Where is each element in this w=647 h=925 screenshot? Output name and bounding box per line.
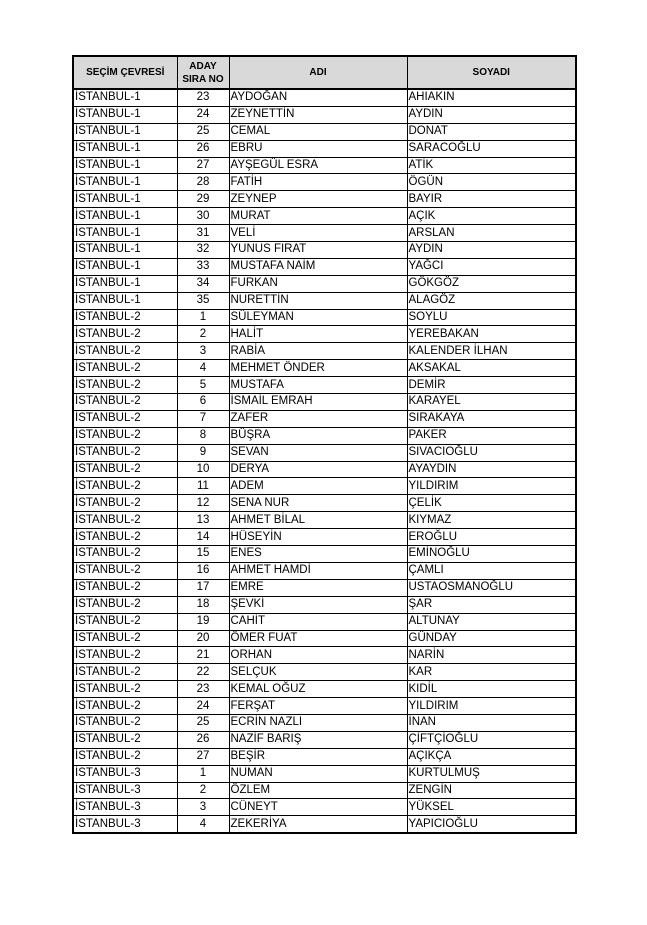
table-row <box>73 343 576 360</box>
cell-district: İSTANBUL-2 <box>73 326 177 343</box>
cell-first-name: CAHİT <box>229 613 407 630</box>
table-row <box>73 292 576 309</box>
table-row <box>73 444 576 461</box>
cell-last-name: KURTULMUŞ <box>407 765 576 782</box>
table-row <box>73 529 576 546</box>
cell-last-name: KIDİL <box>407 681 576 698</box>
cell-last-name: AYDIN <box>407 106 576 123</box>
cell-last-name: AKSAKAL <box>407 360 576 377</box>
cell-first-name: İSMAİL EMRAH <box>229 394 407 411</box>
cell-order: 7 <box>177 410 229 427</box>
cell-order: 1 <box>177 309 229 326</box>
cell-first-name: EBRU <box>229 140 407 157</box>
table-row <box>73 89 576 106</box>
cell-order: 5 <box>177 377 229 394</box>
cell-order: 32 <box>177 242 229 259</box>
cell-last-name: ZENGİN <box>407 782 576 799</box>
cell-last-name: EROĞLU <box>407 529 576 546</box>
cell-district: İSTANBUL-2 <box>73 579 177 596</box>
cell-order: 27 <box>177 748 229 765</box>
cell-district: İSTANBUL-2 <box>73 343 177 360</box>
cell-first-name: ZEYNEP <box>229 191 407 208</box>
table-body <box>73 89 576 833</box>
cell-last-name: KARAYEL <box>407 394 576 411</box>
cell-district: İSTANBUL-2 <box>73 681 177 698</box>
cell-first-name: CÜNEYT <box>229 799 407 816</box>
candidate-table <box>72 55 577 834</box>
table-row <box>73 647 576 664</box>
table-row <box>73 123 576 140</box>
cell-district: İSTANBUL-2 <box>73 630 177 647</box>
cell-order: 9 <box>177 444 229 461</box>
table-header <box>73 56 576 89</box>
cell-order: 8 <box>177 427 229 444</box>
cell-order: 13 <box>177 512 229 529</box>
table-row <box>73 664 576 681</box>
table-row <box>73 799 576 816</box>
cell-first-name: DERYA <box>229 461 407 478</box>
cell-district: İSTANBUL-1 <box>73 208 177 225</box>
cell-last-name: AÇIK <box>407 208 576 225</box>
cell-first-name: HALİT <box>229 326 407 343</box>
table-row <box>73 765 576 782</box>
cell-first-name: RABİA <box>229 343 407 360</box>
table-row <box>73 816 576 833</box>
cell-last-name: İNAN <box>407 714 576 731</box>
cell-last-name: GÖKGÖZ <box>407 275 576 292</box>
cell-last-name: BAYIR <box>407 191 576 208</box>
table-row <box>73 731 576 748</box>
cell-last-name: ATİK <box>407 157 576 174</box>
cell-first-name: AYŞEGÜL ESRA <box>229 157 407 174</box>
cell-first-name: SENA NUR <box>229 495 407 512</box>
cell-first-name: FURKAN <box>229 275 407 292</box>
cell-district: İSTANBUL-2 <box>73 731 177 748</box>
cell-order: 16 <box>177 562 229 579</box>
cell-order: 25 <box>177 714 229 731</box>
cell-order: 34 <box>177 275 229 292</box>
cell-district: İSTANBUL-1 <box>73 258 177 275</box>
cell-order: 28 <box>177 174 229 191</box>
cell-first-name: NUMAN <box>229 765 407 782</box>
cell-order: 19 <box>177 613 229 630</box>
header-order <box>177 56 229 89</box>
cell-district: İSTANBUL-2 <box>73 748 177 765</box>
header-last-name: SOYADI <box>407 56 576 89</box>
table-row <box>73 208 576 225</box>
cell-district: İSTANBUL-3 <box>73 799 177 816</box>
table-row <box>73 630 576 647</box>
cell-first-name: MUSTAFA NAİM <box>229 258 407 275</box>
cell-last-name: SARACOĞLU <box>407 140 576 157</box>
cell-last-name: DONAT <box>407 123 576 140</box>
table-row <box>73 495 576 512</box>
cell-first-name: VELİ <box>229 225 407 242</box>
table-row <box>73 562 576 579</box>
cell-first-name: ADEM <box>229 478 407 495</box>
table-row <box>73 427 576 444</box>
cell-district: İSTANBUL-2 <box>73 394 177 411</box>
cell-order: 2 <box>177 782 229 799</box>
cell-last-name: KALENDER İLHAN <box>407 343 576 360</box>
cell-district: İSTANBUL-1 <box>73 174 177 191</box>
cell-first-name: KEMAL OĞUZ <box>229 681 407 698</box>
cell-order: 2 <box>177 326 229 343</box>
cell-district: İSTANBUL-2 <box>73 410 177 427</box>
table-row <box>73 191 576 208</box>
cell-district: İSTANBUL-2 <box>73 596 177 613</box>
cell-order: 15 <box>177 546 229 563</box>
cell-first-name: NAZİF BARIŞ <box>229 731 407 748</box>
cell-order: 23 <box>177 89 229 106</box>
cell-district: İSTANBUL-1 <box>73 225 177 242</box>
cell-last-name: GÜNDAY <box>407 630 576 647</box>
cell-order: 30 <box>177 208 229 225</box>
cell-district: İSTANBUL-2 <box>73 546 177 563</box>
cell-order: 20 <box>177 630 229 647</box>
cell-district: İSTANBUL-1 <box>73 191 177 208</box>
cell-district: İSTANBUL-2 <box>73 562 177 579</box>
cell-district: İSTANBUL-2 <box>73 427 177 444</box>
cell-last-name: NARİN <box>407 647 576 664</box>
cell-last-name: YEREBAKAN <box>407 326 576 343</box>
cell-last-name: KIYMAZ <box>407 512 576 529</box>
table-row <box>73 106 576 123</box>
table-row <box>73 326 576 343</box>
cell-first-name: ŞEVKİ <box>229 596 407 613</box>
cell-order: 31 <box>177 225 229 242</box>
cell-order: 17 <box>177 579 229 596</box>
cell-order: 35 <box>177 292 229 309</box>
table-row <box>73 579 576 596</box>
cell-district: İSTANBUL-1 <box>73 89 177 106</box>
cell-order: 25 <box>177 123 229 140</box>
header-order-line2: SIRA NO <box>182 73 224 85</box>
cell-last-name: ÇELİK <box>407 495 576 512</box>
cell-district: İSTANBUL-3 <box>73 816 177 833</box>
cell-last-name: ALTUNAY <box>407 613 576 630</box>
table-row <box>73 309 576 326</box>
cell-order: 3 <box>177 343 229 360</box>
cell-order: 33 <box>177 258 229 275</box>
cell-order: 4 <box>177 360 229 377</box>
cell-order: 4 <box>177 816 229 833</box>
cell-district: İSTANBUL-1 <box>73 242 177 259</box>
cell-first-name: FERŞAT <box>229 698 407 715</box>
cell-last-name: YILDIRIM <box>407 698 576 715</box>
cell-first-name: AHMET BİLAL <box>229 512 407 529</box>
cell-order: 14 <box>177 529 229 546</box>
cell-district: İSTANBUL-2 <box>73 495 177 512</box>
cell-first-name: EMRE <box>229 579 407 596</box>
table-row <box>73 157 576 174</box>
cell-first-name: MURAT <box>229 208 407 225</box>
cell-first-name: ENES <box>229 546 407 563</box>
cell-first-name: MUSTAFA <box>229 377 407 394</box>
cell-last-name: AYDIN <box>407 242 576 259</box>
cell-first-name: ORHAN <box>229 647 407 664</box>
cell-order: 29 <box>177 191 229 208</box>
cell-order: 3 <box>177 799 229 816</box>
cell-order: 26 <box>177 140 229 157</box>
cell-district: İSTANBUL-3 <box>73 765 177 782</box>
cell-district: İSTANBUL-1 <box>73 106 177 123</box>
table-row <box>73 546 576 563</box>
cell-first-name: AHMET HAMDİ <box>229 562 407 579</box>
cell-first-name: ZAFER <box>229 410 407 427</box>
table-row <box>73 242 576 259</box>
header-order-line1: ADAY <box>189 60 217 72</box>
cell-last-name: ARSLAN <box>407 225 576 242</box>
cell-last-name: YAPICIOĞLU <box>407 816 576 833</box>
table-row <box>73 360 576 377</box>
cell-district: İSTANBUL-2 <box>73 377 177 394</box>
cell-first-name: ÖMER FUAT <box>229 630 407 647</box>
cell-first-name: ZEKERİYA <box>229 816 407 833</box>
cell-order: 24 <box>177 698 229 715</box>
table-row <box>73 258 576 275</box>
cell-order: 10 <box>177 461 229 478</box>
table-row <box>73 377 576 394</box>
cell-first-name: BEŞİR <box>229 748 407 765</box>
table-row <box>73 174 576 191</box>
cell-last-name: ÇAMLI <box>407 562 576 579</box>
table-row <box>73 410 576 427</box>
cell-district: İSTANBUL-1 <box>73 275 177 292</box>
cell-district: İSTANBUL-1 <box>73 292 177 309</box>
table-row <box>73 748 576 765</box>
cell-district: İSTANBUL-2 <box>73 461 177 478</box>
cell-order: 11 <box>177 478 229 495</box>
cell-last-name: AÇIKÇA <box>407 748 576 765</box>
table-row <box>73 681 576 698</box>
cell-first-name: NURETTİN <box>229 292 407 309</box>
cell-order: 12 <box>177 495 229 512</box>
cell-order: 21 <box>177 647 229 664</box>
cell-last-name: SIVACIOĞLU <box>407 444 576 461</box>
cell-first-name: YUNUS FIRAT <box>229 242 407 259</box>
cell-last-name: AHIAKIN <box>407 89 576 106</box>
cell-first-name: ECRİN NAZLI <box>229 714 407 731</box>
cell-last-name: YILDIRIM <box>407 478 576 495</box>
cell-district: İSTANBUL-2 <box>73 698 177 715</box>
cell-order: 26 <box>177 731 229 748</box>
cell-order: 18 <box>177 596 229 613</box>
cell-first-name: AYDOĞAN <box>229 89 407 106</box>
table-row <box>73 613 576 630</box>
cell-district: İSTANBUL-2 <box>73 647 177 664</box>
table-row <box>73 714 576 731</box>
cell-order: 24 <box>177 106 229 123</box>
cell-district: İSTANBUL-2 <box>73 529 177 546</box>
cell-order: 23 <box>177 681 229 698</box>
cell-last-name: AYAYDIN <box>407 461 576 478</box>
header-first-name: ADI <box>229 56 407 89</box>
cell-district: İSTANBUL-2 <box>73 360 177 377</box>
cell-last-name: YÜKSEL <box>407 799 576 816</box>
cell-order: 6 <box>177 394 229 411</box>
cell-district: İSTANBUL-1 <box>73 123 177 140</box>
cell-first-name: SELÇUK <box>229 664 407 681</box>
cell-last-name: EMİNOĞLU <box>407 546 576 563</box>
cell-order: 22 <box>177 664 229 681</box>
cell-last-name: USTAOSMANOĞLU <box>407 579 576 596</box>
table-row <box>73 698 576 715</box>
table-row <box>73 394 576 411</box>
cell-last-name: ALAGÖZ <box>407 292 576 309</box>
cell-last-name: ÖGÜN <box>407 174 576 191</box>
table-row <box>73 140 576 157</box>
cell-last-name: SIRAKAYA <box>407 410 576 427</box>
cell-first-name: BÜŞRA <box>229 427 407 444</box>
cell-first-name: CEMAL <box>229 123 407 140</box>
cell-first-name: ÖZLEM <box>229 782 407 799</box>
cell-district: İSTANBUL-2 <box>73 664 177 681</box>
cell-order: 1 <box>177 765 229 782</box>
cell-first-name: HÜSEYİN <box>229 529 407 546</box>
table-row <box>73 225 576 242</box>
table-row <box>73 512 576 529</box>
table-row <box>73 478 576 495</box>
cell-district: İSTANBUL-1 <box>73 157 177 174</box>
cell-district: İSTANBUL-3 <box>73 782 177 799</box>
cell-first-name: FATİH <box>229 174 407 191</box>
cell-last-name: PAKER <box>407 427 576 444</box>
cell-district: İSTANBUL-2 <box>73 714 177 731</box>
cell-district: İSTANBUL-2 <box>73 478 177 495</box>
table-row <box>73 596 576 613</box>
cell-first-name: MEHMET ÖNDER <box>229 360 407 377</box>
cell-first-name: SÜLEYMAN <box>229 309 407 326</box>
cell-district: İSTANBUL-2 <box>73 613 177 630</box>
cell-district: İSTANBUL-1 <box>73 140 177 157</box>
cell-last-name: SOYLU <box>407 309 576 326</box>
cell-last-name: DEMİR <box>407 377 576 394</box>
cell-last-name: KAR <box>407 664 576 681</box>
header-row <box>73 56 576 89</box>
cell-district: İSTANBUL-2 <box>73 512 177 529</box>
header-district: SEÇİM ÇEVRESİ <box>73 56 177 89</box>
cell-last-name: ŞAR <box>407 596 576 613</box>
cell-last-name: ÇİFTÇİOĞLU <box>407 731 576 748</box>
table-row <box>73 782 576 799</box>
cell-district: İSTANBUL-2 <box>73 309 177 326</box>
table-row <box>73 275 576 292</box>
cell-first-name: SEVAN <box>229 444 407 461</box>
cell-order: 27 <box>177 157 229 174</box>
cell-district: İSTANBUL-2 <box>73 444 177 461</box>
cell-first-name: ZEYNETTİN <box>229 106 407 123</box>
cell-last-name: YAĞCI <box>407 258 576 275</box>
table-row <box>73 461 576 478</box>
